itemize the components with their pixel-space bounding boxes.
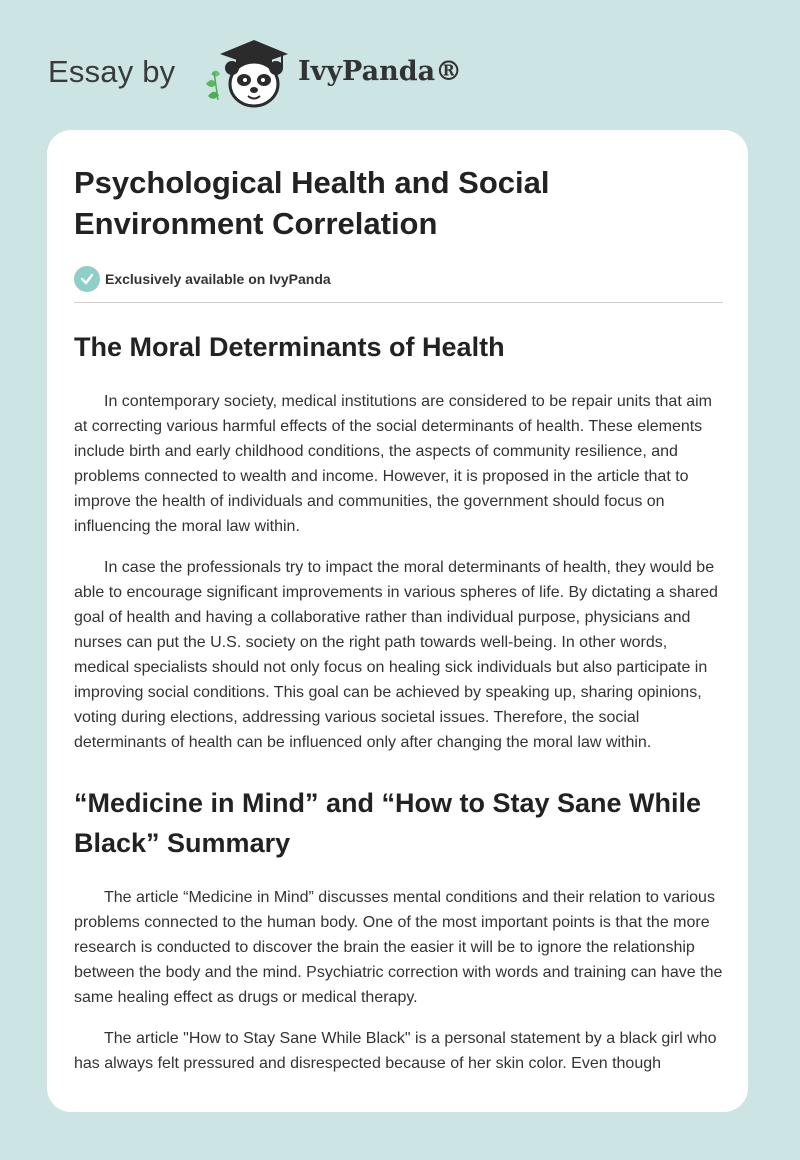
essay-content — [74, 162, 723, 1076]
section-heading: The Moral Determinants of Health — [74, 332, 505, 362]
paragraph: The article “Medicine in Mind” discusses mental conditions and their relation to various problems connected to the human body. One of the most important points is that the more research is conducted to discover the brain the easier it will be to ignore the relationship between the body and the mind. Psychiatric correction with words and training can have the same healing effect as drugs or medical therapy. — [74, 889, 723, 1006]
divider — [74, 302, 723, 303]
check-icon — [74, 266, 100, 292]
brand-name: IvyPanda® — [298, 56, 463, 87]
site-header — [46, 30, 486, 110]
panda-logo-icon — [202, 34, 294, 110]
essay-by-label: Essay by — [48, 54, 176, 89]
paragraph: In case the professionals try to impact the moral determinants of health, they would be able to encourage significant improvements in various spheres of life. By dictating a shared goal of health and having a collaborative rather than individual purpose, physicians and nurses can put the U.S. society on the right path towards well-being. In other words, medical specialists should not only focus on healing sick individuals but also participate in improving social conditions. This goal can be achieved by speaking up, sharing opinions, voting during elections, addressing various societal issues. Therefore, the social determinants of health can be influenced only after changing the moral law within. — [74, 559, 718, 751]
paragraph: In contemporary society, medical institutions are considered to be repair units that aim at correcting various harmful effects of the social determinants of health. These elements include birth and early childhood conditions, the aspects of community resilience, and problems connected to wealth and income. However, it is proposed in the article that to improve the health of individuals and communities, the government should focus on influencing the moral law within. — [74, 393, 712, 535]
essay-title: Psychological Health and Social Environment Correlation — [74, 165, 550, 241]
exclusive-badge — [74, 266, 723, 292]
section-heading: “Medicine in Mind” and “How to Stay Sane While Black” Summary — [74, 788, 702, 858]
paragraph: The article "How to Stay Sane While Black" is a personal statement by a black girl who has always felt pressured and disrespected because of her skin color. Even though — [74, 1030, 717, 1072]
exclusive-badge-label: Exclusively available on IvyPanda — [105, 271, 331, 287]
essay-card — [47, 130, 748, 1112]
